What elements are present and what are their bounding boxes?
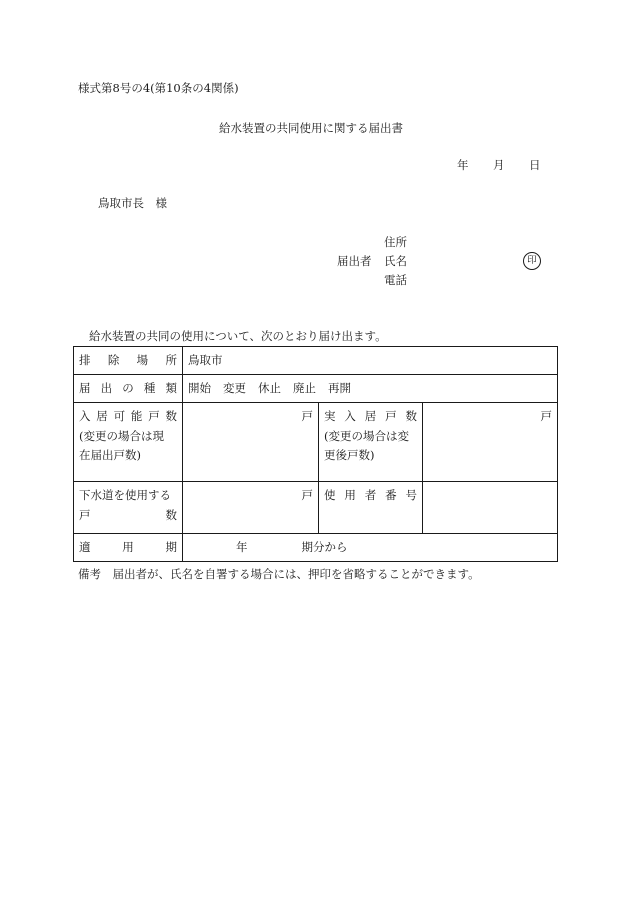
actual-households-field[interactable]: [423, 403, 558, 482]
label-char: 数: [405, 409, 417, 423]
label-char: の: [122, 380, 134, 395]
label-char: 番: [385, 488, 397, 502]
label-char: 実: [324, 409, 336, 423]
label-line: 在届出戸数): [79, 448, 141, 463]
notification-table: [73, 346, 558, 562]
label-line: 更後戸数): [324, 448, 375, 463]
label-char: 届: [79, 380, 91, 395]
table-row: [74, 482, 558, 534]
notification-type-options: [183, 375, 558, 403]
option-start[interactable]: 開始: [188, 380, 211, 395]
label-char: 適: [79, 539, 91, 554]
notification-type-label-cell: [74, 375, 183, 403]
unit-label: 戸: [540, 409, 553, 423]
label-line: (変更の場合は現: [79, 428, 164, 443]
table-row: [74, 534, 558, 562]
label-char: 用: [122, 539, 134, 554]
address-label: 住所: [384, 235, 407, 249]
label-line: (変更の場合は変: [324, 428, 409, 443]
user-number-field[interactable]: [423, 482, 558, 534]
label-char: 入: [344, 409, 356, 423]
actual-households-label-cell: [319, 403, 423, 482]
name-label: 氏名: [384, 254, 407, 268]
unit-label: 戸: [301, 409, 313, 423]
label-char: 場: [136, 352, 149, 367]
table-row: [74, 347, 558, 375]
label-char: 排: [79, 352, 91, 367]
label-char: 号: [405, 488, 417, 502]
label-char: 用: [344, 488, 356, 502]
date-month-label: 月: [493, 158, 505, 172]
sewer-households-label-cell: [74, 482, 183, 534]
date-year-label: 年: [457, 158, 469, 172]
label-char: 数: [165, 507, 177, 522]
user-number-label-cell: [319, 482, 423, 534]
label-char: 使: [324, 488, 336, 502]
label-char: 者: [364, 488, 377, 502]
sewer-households-field[interactable]: [183, 482, 319, 534]
table-row: [74, 403, 558, 482]
seal-mark-icon: 印: [523, 252, 541, 270]
date-day-label: 日: [529, 158, 541, 172]
label-char: 居: [96, 409, 108, 423]
label-char: 数: [165, 409, 177, 423]
drainage-place-label-cell: [74, 347, 183, 375]
label-char: 出: [100, 380, 113, 395]
label-char: 居: [364, 409, 377, 423]
option-suspend[interactable]: 休止: [258, 380, 281, 395]
label-char: 入: [79, 409, 91, 423]
label-char: 可: [113, 409, 126, 423]
addressee: 鳥取市長 様: [98, 196, 167, 210]
label-char: 戸: [79, 507, 91, 522]
option-resume[interactable]: 再開: [328, 380, 351, 395]
applicable-period-label-cell: [74, 534, 183, 562]
period-year-label: 年: [236, 539, 248, 554]
label-char: 類: [165, 380, 177, 395]
label-char: 除: [107, 352, 120, 367]
label-char: 戸: [148, 409, 160, 423]
label-char: 種: [143, 380, 156, 395]
option-abolish[interactable]: 廃止: [293, 380, 316, 395]
label-char: 戸: [385, 409, 397, 423]
possible-households-label-cell: [74, 403, 183, 482]
label-char: 期: [165, 539, 177, 554]
form-number: 様式第8号の4(第10条の4関係): [78, 81, 239, 95]
possible-households-field[interactable]: [183, 403, 319, 482]
period-rest-label: 期分から: [301, 539, 348, 554]
label-char: 所: [165, 352, 177, 367]
intro-text: 給水装置の共同の使用について、次のとおり届け出ます。: [89, 329, 387, 343]
phone-label: 電話: [384, 273, 407, 287]
unit-label: 戸: [301, 488, 313, 502]
label-char: 能: [130, 409, 143, 423]
label-line: 下水道を使用する: [79, 488, 171, 502]
table-row: [74, 375, 558, 403]
remarks-note: 備考 届出者が、氏名を自署する場合には、押印を省略することができます。: [78, 567, 480, 581]
submitter-label: 届出者: [337, 254, 372, 268]
drainage-place-value[interactable]: 鳥取市: [183, 347, 558, 375]
option-change[interactable]: 変更: [223, 380, 246, 395]
applicable-period-field[interactable]: [183, 534, 558, 562]
document-title: 給水装置の共同使用に関する届出書: [219, 121, 403, 135]
